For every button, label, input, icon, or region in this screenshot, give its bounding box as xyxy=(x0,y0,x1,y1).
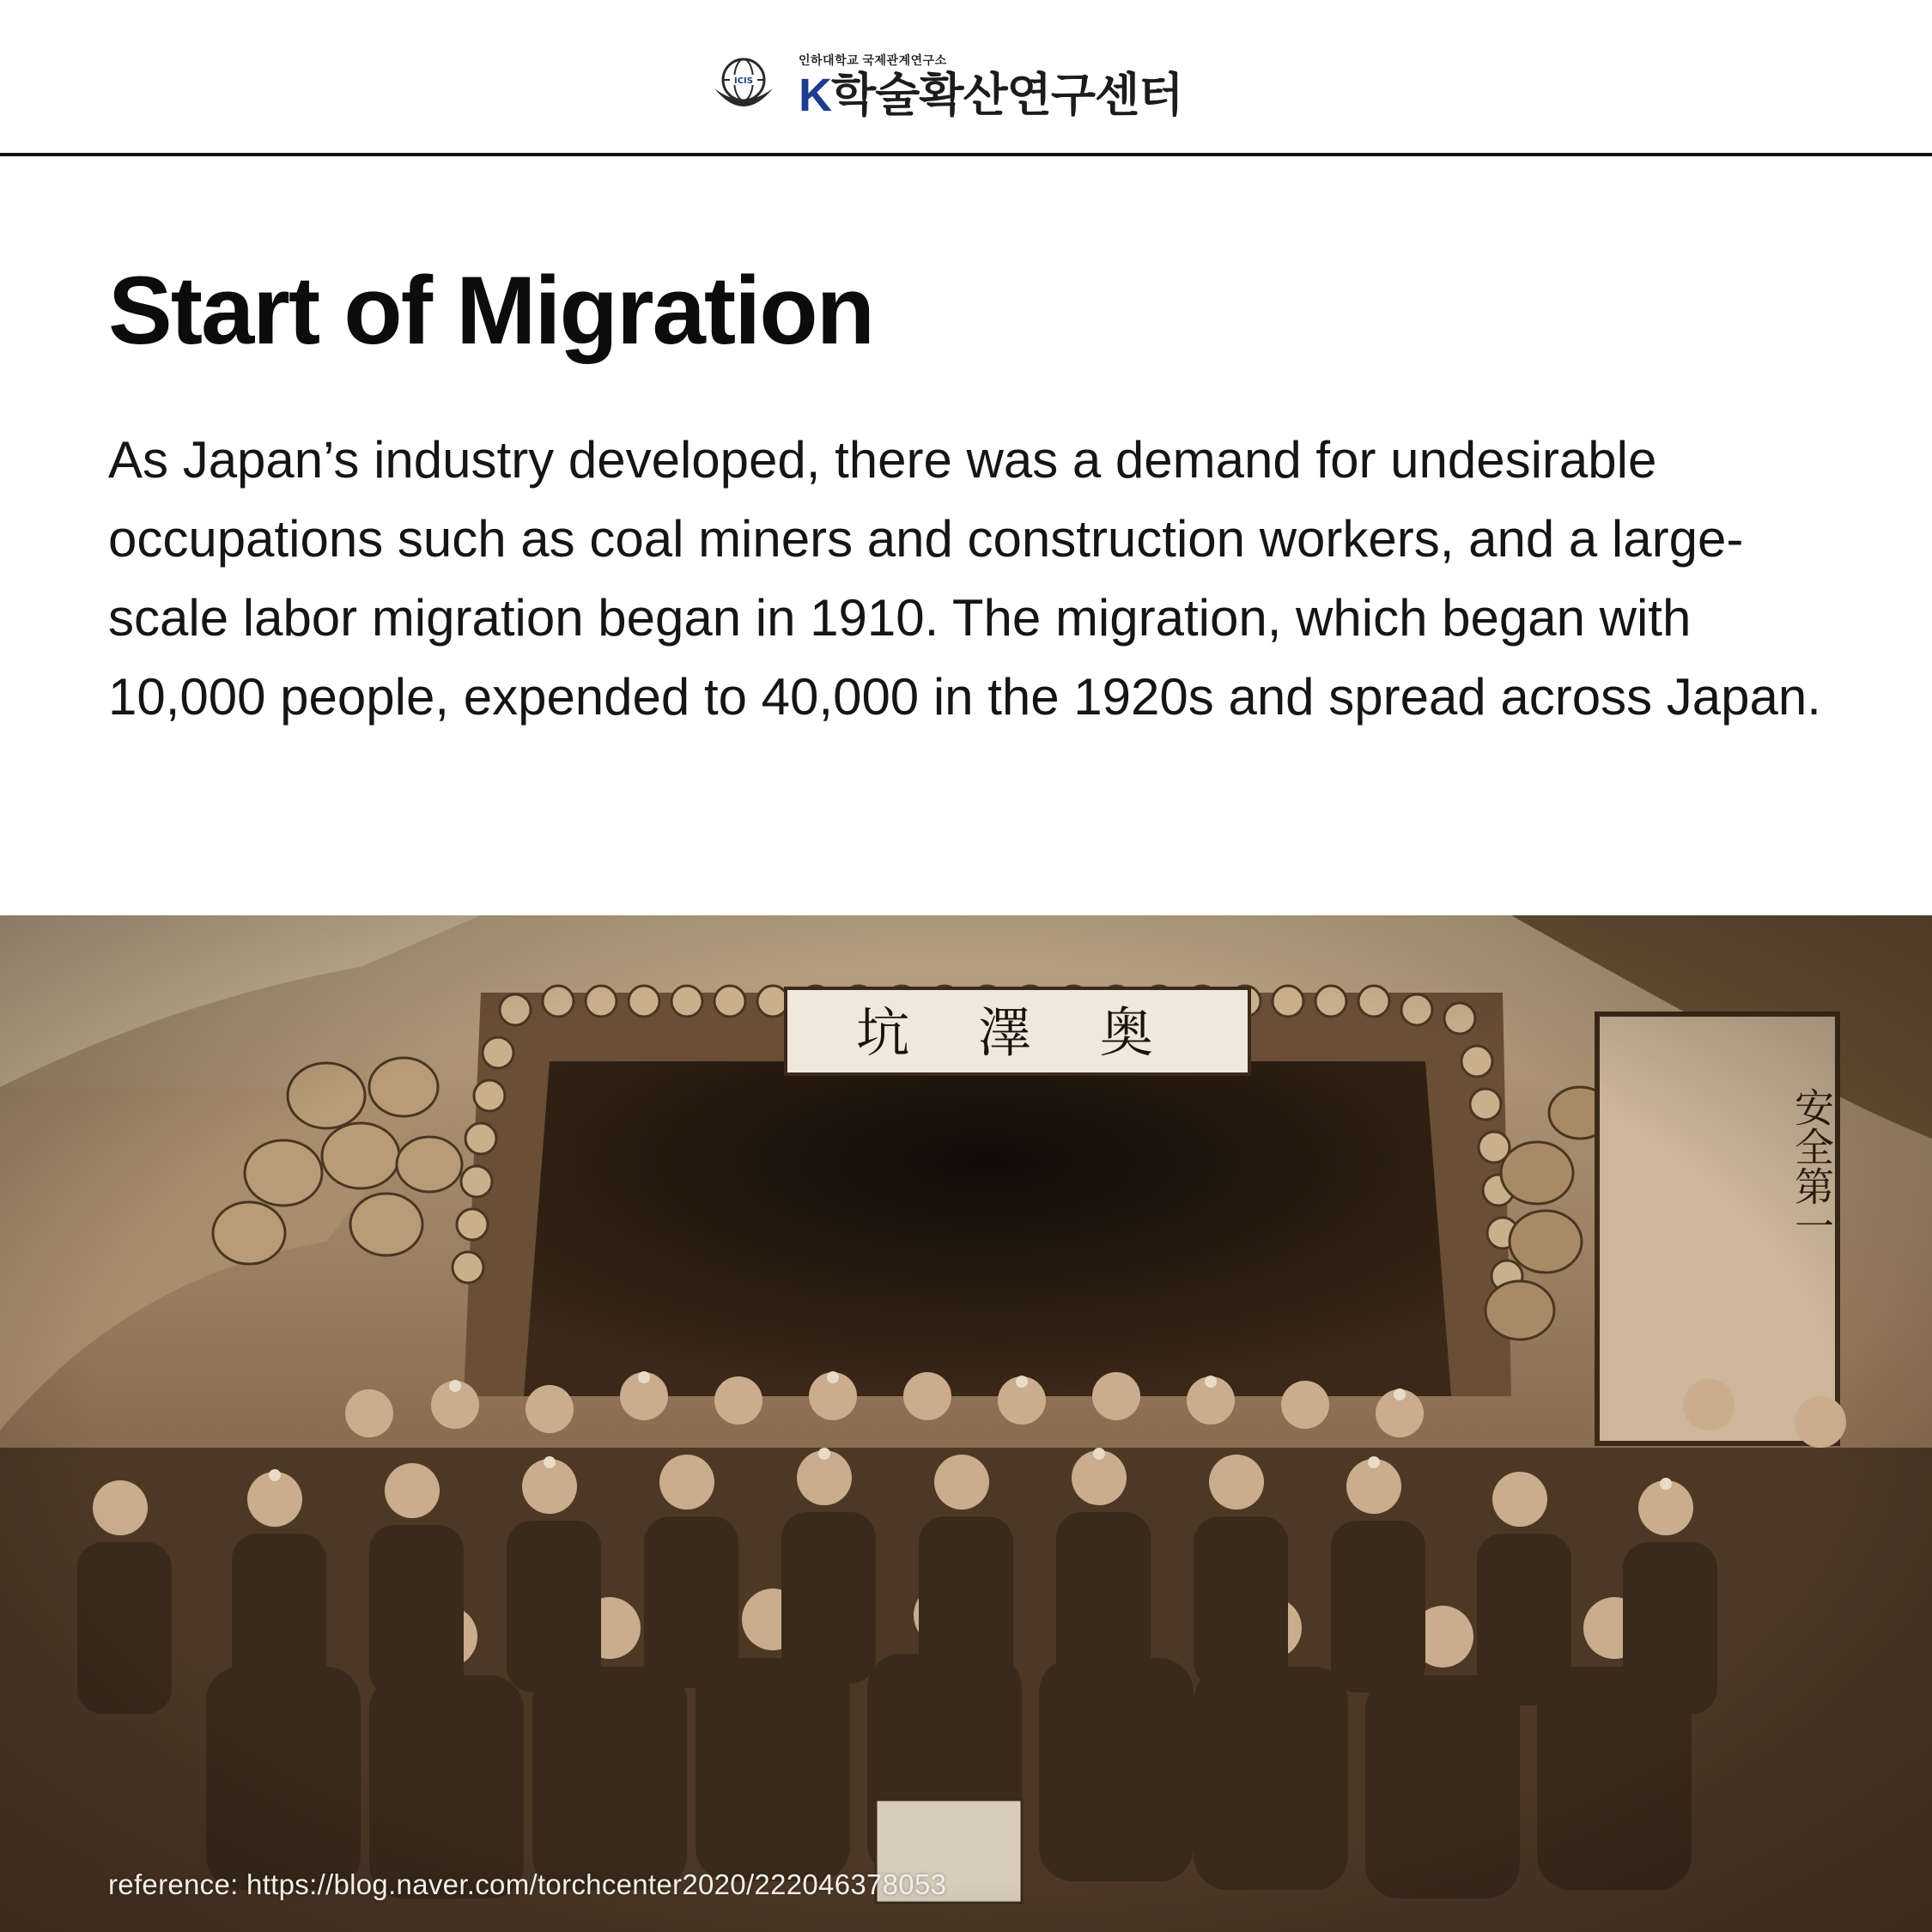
header-divider xyxy=(0,153,1932,156)
logo-title xyxy=(799,70,1183,121)
body-paragraph: As Japan’s industry developed, there was a demand for undesirable occupations such as coal miners and construction workers, and a large-scale labor migration began in 1910. The migration, which began with 10,000 people, expended to 40,000 in the 1920s and spread across Japan. xyxy=(108,431,1821,726)
logo-subtitle: 인하대학교 국제관계연구소 xyxy=(799,53,947,67)
logo-title-korean: 학술확산연구센터 xyxy=(831,70,1183,121)
logo-text xyxy=(799,52,1183,121)
reference-link[interactable]: reference: https://blog.naver.com/torchcenter2020/222046378053 xyxy=(108,1868,947,1900)
emblem-label: ICIS xyxy=(734,76,753,86)
page-title: Start of Migration xyxy=(108,257,874,364)
header xyxy=(0,0,1932,155)
logo-k-letter: K xyxy=(799,70,831,121)
center-logo[interactable] xyxy=(709,50,1182,120)
globe-emblem-icon xyxy=(709,51,778,119)
coal-miners-photo xyxy=(0,915,1932,1932)
